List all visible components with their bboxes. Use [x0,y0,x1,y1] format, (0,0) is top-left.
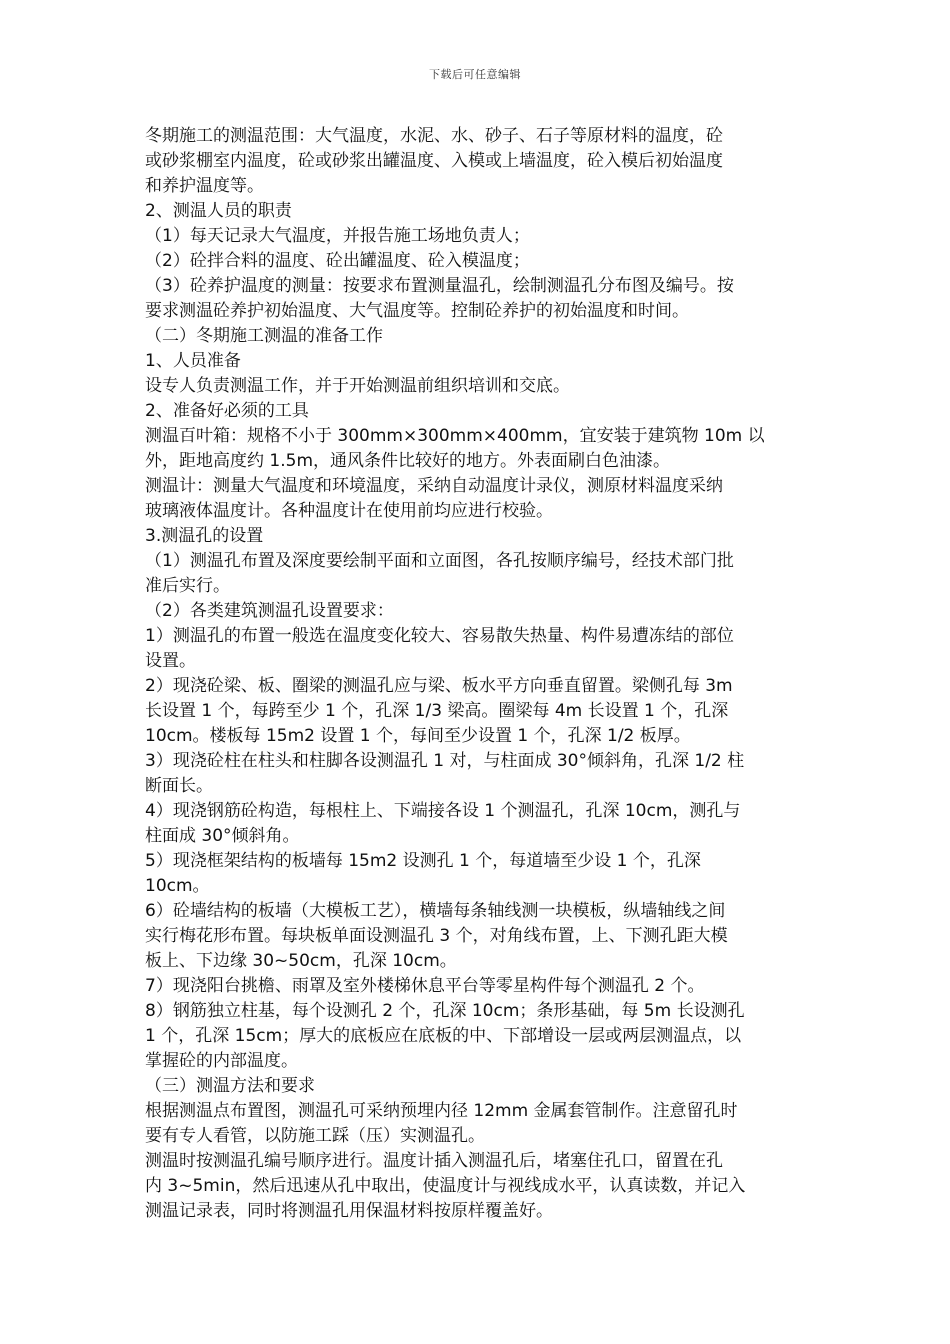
text-line: 4）现浇钢筋砼构造，每根柱上、下端接各设 1 个测温孔，孔深 10cm，测孔与 [145,801,741,821]
text-line: 玻璃液体温度计。各种温度计在使用前均应进行校验。 [145,501,553,521]
text-line: 10cm。 [145,876,210,896]
page-header: 下载后可任意编辑 [429,68,521,81]
text-line: 1 个，孔深 15cm；厚大的底板应在底板的中、下部增设一层或两层测温点，以 [145,1026,742,1046]
text-line: （1）测温孔布置及深度要绘制平面和立面图，各孔按顺序编号，经技术部门批 [145,551,734,571]
text-line: 准后实行。 [145,576,230,596]
text-line: 5）现浇框架结构的板墙每 15m2 设测孔 1 个，每道墙至少设 1 个，孔深 [145,851,701,871]
text-line: 设置。 [145,651,196,671]
section-heading: （三）测温方法和要求 [145,1076,315,1096]
document-body [145,124,810,1224]
section-heading: 3.测温孔的设置 [145,526,264,546]
text-line: 测温记录表，同时将测温孔用保温材料按原样覆盖好。 [145,1201,553,1221]
text-line: 10cm。楼板每 15m2 设置 1 个，每间至少设置 1 个，孔深 1/2 板厚。 [145,726,691,746]
text-line: 设专人负责测温工作，并于开始测温前组织培训和交底。 [145,376,570,396]
text-line: 3）现浇砼柱在柱头和柱脚各设测温孔 1 对，与柱面成 30°倾斜角，孔深 1/2 柱 [145,751,745,771]
text-line: 柱面成 30°倾斜角。 [145,826,300,846]
text-line: 2）现浇砼梁、板、圈梁的测温孔应与梁、板水平方向垂直留置。梁侧孔每 3m [145,676,733,696]
text-line: 要有专人看管，以防施工踩（压）实测温孔。 [145,1126,485,1146]
text-line: 6）砼墙结构的板墙（大模板工艺），横墙每条轴线测一块模板，纵墙轴线之间 [145,901,726,921]
text-line: 根据测温点布置图，测温孔可采纳预埋内径 12mm 金属套管制作。注意留孔时 [145,1101,738,1121]
section-heading: （二）冬期施工测温的准备工作 [145,326,383,346]
text-line: 冬期施工的测温范围：大气温度，水泥、水、砂子、石子等原材料的温度，砼 [145,126,723,146]
text-line: 要求测温砼养护初始温度、大气温度等。控制砼养护的初始温度和时间。 [145,301,689,321]
text-line: （2）砼拌合料的温度、砼出罐温度、砼入模温度； [145,251,530,271]
text-line: 和养护温度等。 [145,176,264,196]
text-line: （1）每天记录大气温度，并报告施工场地负责人； [145,226,530,246]
text-line: 板上、下边缘 30~50cm，孔深 10cm。 [145,951,457,971]
text-line: 或砂浆棚室内温度，砼或砂浆出罐温度、入模或上墙温度，砼入模后初始温度 [145,151,723,171]
text-line: 实行梅花形布置。每块板单面设测温孔 3 个，对角线布置，上、下测孔距大模 [145,926,728,946]
text-line: 7）现浇阳台挑檐、雨罩及室外楼梯休息平台等零星构件每个测温孔 2 个。 [145,976,705,996]
section-heading: 2、测温人员的职责 [145,201,292,221]
section-heading: 1、人员准备 [145,351,241,371]
text-line: 断面长。 [145,776,213,796]
text-line: （2）各类建筑测温孔设置要求： [145,601,394,621]
text-line: 1）测温孔的布置一般选在温度变化较大、容易散失热量、构件易遭冻结的部位 [145,626,734,646]
text-line: 外，距地高度约 1.5m，通风条件比较好的地方。外表面刷白色油漆。 [145,451,670,471]
text-line: 长设置 1 个，每跨至少 1 个，孔深 1/3 梁高。圈梁每 4m 长设置 1 个，孔深 [145,701,729,721]
text-line: 8）钢筋独立柱基，每个设测孔 2 个，孔深 10cm；条形基础，每 5m 长设测孔 [145,1001,745,1021]
text-line: （3）砼养护温度的测量：按要求布置测量温孔，绘制测温孔分布图及编号。按 [145,276,734,296]
text-line: 测温计：测量大气温度和环境温度，采纳自动温度计录仪，测原材料温度采纳 [145,476,723,496]
text-line: 测温百叶箱：规格不小于 300mm×300mm×400mm，宜安装于建筑物 10m 以 [145,426,765,446]
text-line: 内 3~5min，然后迅速从孔中取出，使温度计与视线成水平，认真读数，并记入 [145,1176,746,1196]
section-heading: 2、准备好必须的工具 [145,401,309,421]
text-line: 测温时按测温孔编号顺序进行。温度计插入测温孔后，堵塞住孔口，留置在孔 [145,1151,723,1171]
text-line: 掌握砼的内部温度。 [145,1051,298,1071]
